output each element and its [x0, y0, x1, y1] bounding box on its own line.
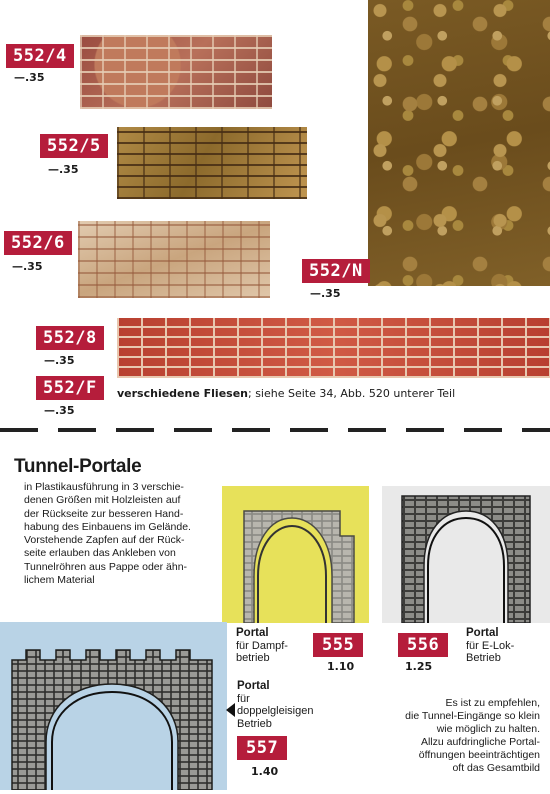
- hint-line: die Tunnel-Eingänge so klein: [405, 710, 540, 722]
- portal-555-line: betrieb: [236, 652, 270, 664]
- code-badge-552-6: 552/6: [4, 231, 72, 255]
- description-line: in Plastikausführung in 3 verschie-: [24, 481, 184, 493]
- portal-557-line: doppelgleisigen: [237, 705, 314, 717]
- hint-line: oft das Gesamtbild: [452, 762, 540, 774]
- code-badge-552-4: 552/4: [6, 44, 74, 68]
- price-552-6: —.35: [12, 260, 43, 273]
- portal-557-label: [237, 680, 313, 730]
- portal-555-title: Portal: [236, 627, 269, 639]
- portal-555-label: [236, 627, 288, 665]
- portal-556-photo: [382, 486, 550, 623]
- price-552-F: —.35: [44, 404, 75, 417]
- price-552-4: —.35: [14, 71, 45, 84]
- hint-line: öffnungen beeinträchtigen: [418, 749, 540, 761]
- tile-swatch-552-4: [80, 35, 272, 109]
- description-line: seite erlauben das Ankleben von: [24, 547, 176, 560]
- price-557: 1.40: [251, 765, 279, 778]
- portal-555-illustration: [222, 486, 369, 623]
- portal-555-line: für Dampf-: [236, 639, 288, 652]
- fliesen-note-rest: ; siehe Seite 34, Abb. 520 unterer Teil: [248, 387, 456, 400]
- portal-557-line: für: [237, 692, 250, 705]
- portal-557-photo: [0, 622, 227, 790]
- tile-swatch-552-5: [117, 127, 307, 199]
- tunnel-description: [24, 481, 219, 587]
- code-badge-552-F: 552/F: [36, 376, 104, 400]
- description-line: der Rückseite zur besseren Hand-: [24, 507, 184, 520]
- description-line: Vorstehende Zapfen auf der Rück-: [24, 534, 185, 547]
- code-badge-557: 557: [237, 736, 287, 760]
- fliesen-note-bold: verschiedene Fliesen: [117, 387, 248, 400]
- portal-556-label: [466, 627, 514, 665]
- portal-557-line: Betrieb: [237, 717, 272, 730]
- hint-line: Es ist zu empfehlen,: [445, 697, 540, 709]
- portal-556-line: für E-Lok-: [466, 639, 515, 652]
- code-badge-552-5: 552/5: [40, 134, 108, 158]
- portal-556-title: Portal: [466, 627, 499, 639]
- portal-555-photo: [222, 486, 369, 623]
- tile-swatch-552-6: [78, 221, 270, 298]
- code-badge-552-N: 552/N: [302, 259, 370, 283]
- portal-557-illustration: [0, 622, 227, 790]
- portal-556-line: Betrieb: [466, 652, 501, 664]
- description-line: lichem Material: [24, 574, 95, 587]
- code-badge-555: 555: [313, 633, 363, 657]
- description-line: habung des Einbauens im Gelände.: [24, 520, 191, 533]
- price-552-5: —.35: [48, 163, 79, 176]
- pointer-arrow-icon: [226, 703, 235, 717]
- tile-swatch-552-8: [117, 318, 550, 378]
- section-divider: [0, 428, 550, 432]
- code-badge-552-8: 552/8: [36, 326, 104, 350]
- fliesen-note: [117, 387, 455, 400]
- description-line: Tunnelröhren aus Pappe oder ähn-: [24, 560, 188, 573]
- hint-text: [380, 697, 540, 775]
- price-552-8: —.35: [44, 354, 75, 367]
- portal-556-illustration: [382, 486, 550, 623]
- hint-line: Allzu aufdringliche Portal-: [420, 736, 540, 748]
- code-badge-556: 556: [398, 633, 448, 657]
- price-552-N: —.35: [310, 287, 341, 300]
- tile-swatch-552-N: [368, 0, 550, 286]
- price-555: 1.10: [327, 660, 355, 673]
- price-556: 1.25: [405, 660, 433, 673]
- portal-557-title: Portal: [237, 680, 270, 692]
- tunnel-section-title: Tunnel-Portale: [14, 456, 142, 477]
- description-line: denen Größen mit Holzleisten auf: [24, 494, 181, 507]
- hint-line: wie möglich zu halten.: [436, 723, 540, 735]
